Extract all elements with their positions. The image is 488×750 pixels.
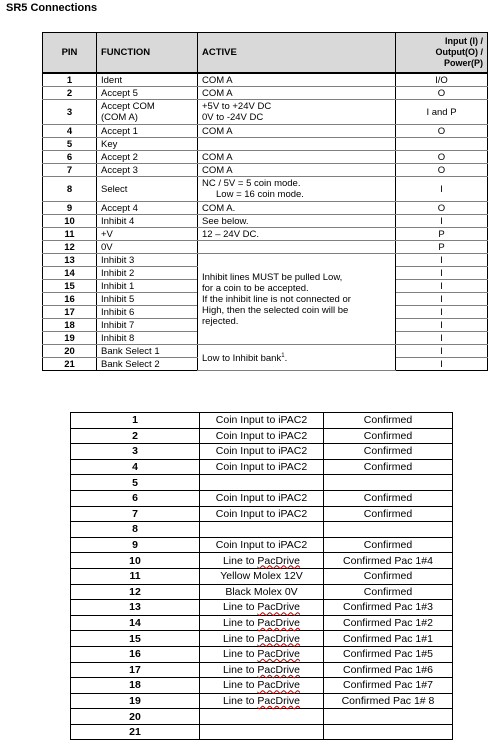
inhibit-note: Inhibit lines MUST be pulled Low, for a coin to be accepted. If the inhibit line is not connected or High, then the selected coin will be rejected. <box>198 254 396 345</box>
header-active: ACTIVE <box>198 33 396 74</box>
table-row: 18 Line to PacDrive Confirmed Pac 1#7 <box>71 678 453 694</box>
table-row: 3 Coin Input to iPAC2 Confirmed <box>71 444 453 460</box>
table-row: 15 Inhibit 1 I <box>43 280 488 293</box>
table-row: 8 <box>71 522 453 538</box>
table-row: 18 Inhibit 7 I <box>43 319 488 332</box>
table-row: 5 <box>71 475 453 491</box>
table-row: 20 Bank Select 1 Low to Inhibit bank$^1$. I <box>43 345 488 358</box>
header-pin: PIN <box>43 33 97 74</box>
table-row: 6 Accept 2 COM A O <box>43 151 488 164</box>
table-row: 10 Inhibit 4 See below. I <box>43 215 488 228</box>
table-header-row <box>43 33 488 74</box>
table-row: 1 Ident COM A I/O <box>43 73 488 87</box>
header-io: Input (I) / Output(O) / Power(P) <box>396 33 488 74</box>
table-row: 10 Line to PacDrive Confirmed Pac 1#4 <box>71 553 453 569</box>
header-function: FUNCTION <box>97 33 198 74</box>
table-row: 7 Accept 3 COM A O <box>43 164 488 177</box>
table-row: 9 Accept 4 COM A. O <box>43 202 488 215</box>
table-row: 13 Inhibit 3 Inhibit lines MUST be pulled Low, for a coin to be accepted. If the inhibit line is not connected or High, then the selected coin will be rejected. I <box>43 254 488 267</box>
table-row: 19 Inhibit 8 I <box>43 332 488 345</box>
table-row: 12 Black Molex 0V Confirmed <box>71 584 453 600</box>
sr5-connections-table <box>42 32 488 371</box>
table-row: 16 Inhibit 5 I <box>43 293 488 306</box>
table-row: 4 Accept 1 COM A O <box>43 125 488 138</box>
table-row: 1 Coin Input to iPAC2 Confirmed <box>71 413 453 429</box>
table-row: 11 +V 12 – 24V DC. P <box>43 228 488 241</box>
table-row: 2 Coin Input to iPAC2 Confirmed <box>71 428 453 444</box>
table-row: 8 Select NC / 5V = 5 coin mode. Low = 16 coin mode. I <box>43 177 488 202</box>
table-row: 19 Line to PacDrive Confirmed Pac 1# 8 <box>71 693 453 709</box>
table-row: 20 <box>71 709 453 725</box>
table-row: 21 <box>71 724 453 740</box>
bank-note: Low to Inhibit bank$^1$. <box>198 345 396 371</box>
table-row: 6 Coin Input to iPAC2 Confirmed <box>71 490 453 506</box>
table-row: 17 Inhibit 6 I <box>43 306 488 319</box>
pin-wiring-table <box>70 412 453 740</box>
table-row: 5 Key <box>43 138 488 151</box>
table-row: 11 Yellow Molex 12V Confirmed <box>71 568 453 584</box>
table-row: 14 Line to PacDrive Confirmed Pac 1#2 <box>71 615 453 631</box>
table-row: 9 Coin Input to iPAC2 Confirmed <box>71 537 453 553</box>
page-title: SR5 Connections <box>6 2 98 14</box>
table-row: 12 0V P <box>43 241 488 254</box>
table-row: 13 Line to PacDrive Confirmed Pac 1#3 <box>71 600 453 616</box>
table-row: 14 Inhibit 2 I <box>43 267 488 280</box>
table-row: 3 Accept COM (COM A) +5V to +24V DC 0V to -24V DC I and P <box>43 100 488 125</box>
table-row: 21 Bank Select 2 I <box>43 358 488 371</box>
table-row: 16 Line to PacDrive Confirmed Pac 1#5 <box>71 646 453 662</box>
table-row: 15 Line to PacDrive Confirmed Pac 1#1 <box>71 631 453 647</box>
table-row: 7 Coin Input to iPAC2 Confirmed <box>71 506 453 522</box>
table-row: 4 Coin Input to iPAC2 Confirmed <box>71 459 453 475</box>
table-row: 17 Line to PacDrive Confirmed Pac 1#6 <box>71 662 453 678</box>
table-row: 2 Accept 5 COM A O <box>43 87 488 100</box>
